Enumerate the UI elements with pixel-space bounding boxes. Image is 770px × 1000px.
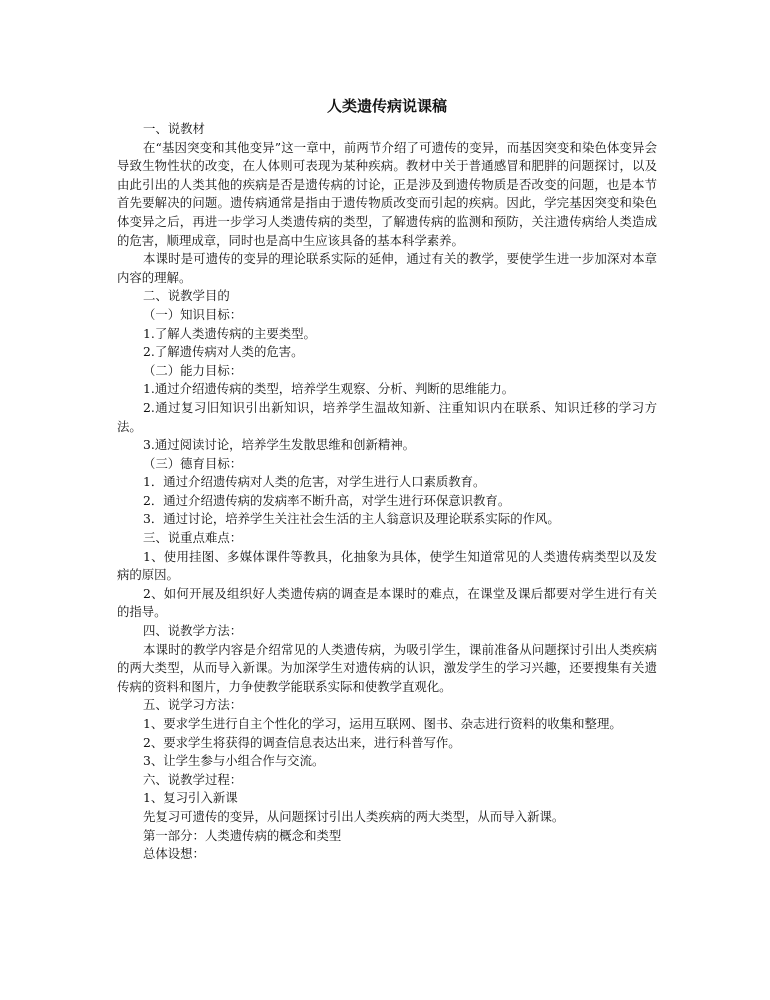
moral-goal-3: 3．通过讨论，培养学生关注社会生活的主人翁意识及理论联系实际的作风。 <box>143 511 560 527</box>
process-step-1: 1、复习引入新课 <box>143 790 238 806</box>
ability-goal-3: 3.通过阅读讨论，培养学生发散思维和创新精神。 <box>143 437 416 453</box>
knowledge-goal-2: 2.了解遗传病对人类的危害。 <box>143 344 304 360</box>
learning-method-1: 1、要求学生进行自主个性化的学习，运用互联网、图书、杂志进行资料的收集和整理。 <box>143 716 622 731</box>
moral-goal-2: 2．通过介绍遗传病的发病率不断升高，对学生进行环保意识教育。 <box>143 492 511 508</box>
learning-method-3: 3、让学生参与小组合作与交流。 <box>143 753 325 769</box>
paragraph-teaching-methods: 本课时的教学内容是介绍常见的人类遗传病，为吸引学生，课前准备从问题探讨引出人类疾病的两大类型，从而导入新课。为加深学生对遗传病的认识，激发学生的学习兴趣，还要搜集有关遗传病的资料和图片，力争使教学能联系实际和使教学直观化。 <box>117 641 657 694</box>
section-heading-teaching-methods: 四、说教学方法： <box>143 623 243 639</box>
ability-goal-1: 1.通过介绍遗传病的类型，培养学生观察、分析、判断的思维能力。 <box>143 381 515 397</box>
key-point-1: 1、使用挂图、多媒体课件等教具，化抽象为具体，使学生知道常见的人类遗传病类型以及发病的原因。 <box>117 548 657 583</box>
section-heading-learning-methods: 五、说学习方法： <box>143 697 243 713</box>
subheading-moral-goals: （三）德育目标： <box>143 455 243 471</box>
process-overall-idea: 总体设想： <box>143 846 205 862</box>
section-heading-teaching-material: 一、说教材 <box>143 121 205 136</box>
ability-goal-2: 2.通过复习旧知识引出新知识，培养学生温故知新、注重知识内在联系、知识迁移的学习方法。 <box>117 399 657 434</box>
document-page <box>117 96 657 864</box>
subheading-knowledge-goals: （一）知识目标： <box>143 306 243 322</box>
section-heading-key-points: 三、说重点难点： <box>143 530 243 546</box>
knowledge-goal-1: 1.了解人类遗传病的主要类型。 <box>143 325 316 341</box>
learning-method-2: 2、要求学生将获得的调查信息表达出来，进行科普写作。 <box>143 734 461 750</box>
section-heading-teaching-process: 六、说教学过程： <box>143 771 243 787</box>
subheading-ability-goals: （二）能力目标： <box>143 362 243 378</box>
moral-goal-1: 1．通过介绍遗传病对人类的危害，对学生进行人口素质教育。 <box>143 474 486 490</box>
paragraph-material-intro: 在“基因突变和其他变异”这一章中，前两节介绍了可遗传的变异，而基因突变和染色体变异会导致生物性状的改变，在人体则可表现为某种疾病。教材中关于普通感冒和肥胖的问题探讨，以及由此引出的人类其他的疾病是否是遗传病的讨论，正是涉及到遗传物质是否改变的问题，也是本节首先要解决的问题。遗传病通常是指由于遗传物质改变而引起的疾病。因此，学完基因突变和染色体变异之后，再进一步学习人类遗传病的类型，了解遗传病的监测和预防，关注遗传病给人类造成的危害，顺理成章，同时也是高中生应该具备的基本科学素养。 <box>117 139 657 248</box>
key-point-2: 2、如何开展及组织好人类遗传病的调查是本课时的难点，在课堂及课后都要对学生进行有关的指导。 <box>117 585 657 620</box>
paragraph-material-extension: 本课时是可遗传的变异的理论联系实际的延伸，通过有关的教学，要使学生进一步加深对本章内容的理解。 <box>117 251 657 285</box>
process-step-1-detail: 先复习可遗传的变异，从问题探讨引出人类疾病的两大类型，从而导入新课。 <box>143 808 565 824</box>
section-heading-teaching-goals: 二、说教学目的 <box>143 288 230 304</box>
process-part-1-heading: 第一部分：人类遗传病的概念和类型 <box>143 827 342 843</box>
document-title: 人类遗传病说课稿 <box>326 97 447 115</box>
